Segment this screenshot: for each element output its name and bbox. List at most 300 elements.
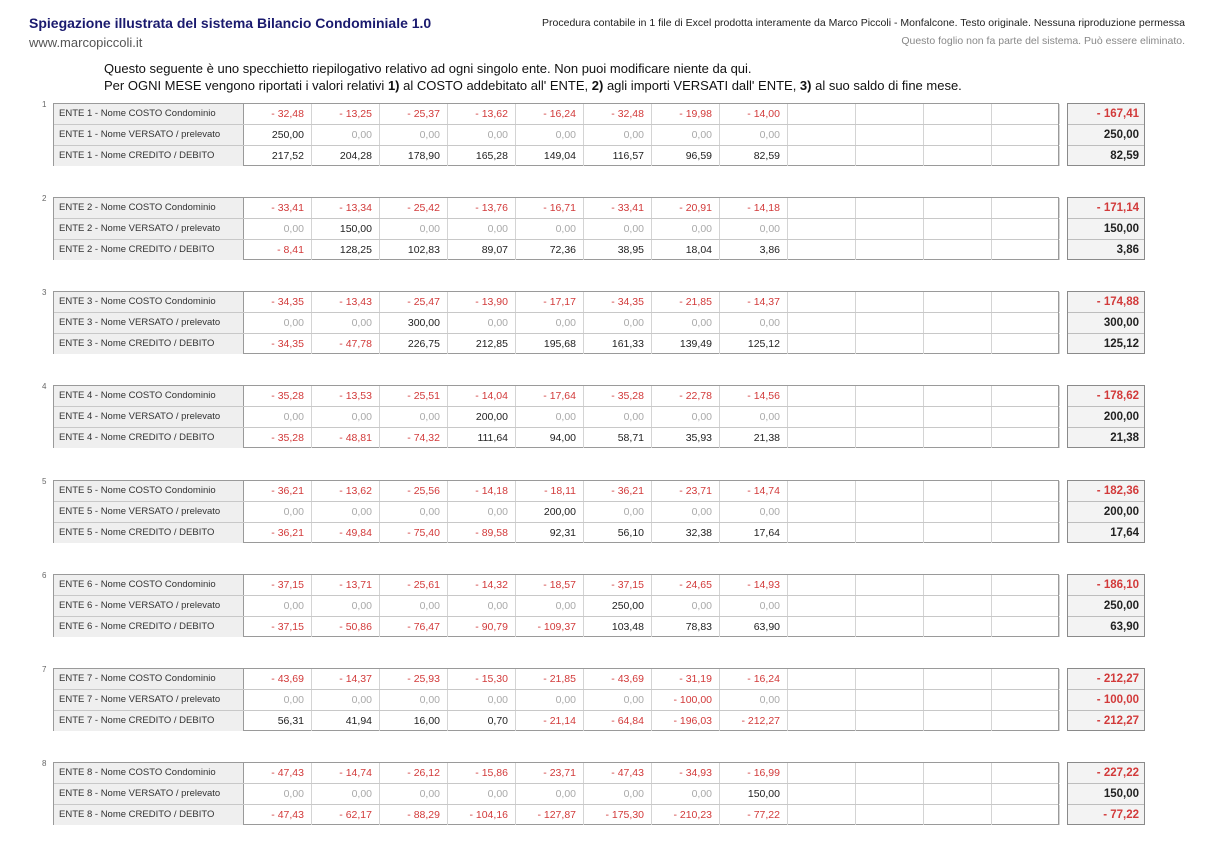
totals-box: [1067, 385, 1145, 448]
row-label: ENTE 7 - Nome COSTO Condominio: [54, 669, 244, 689]
value-cell: - 17,64: [516, 386, 584, 406]
website-url: www.marcopiccoli.it: [29, 35, 143, 50]
value-cell: 21,38: [720, 428, 788, 448]
value-cell: 16,00: [380, 711, 448, 731]
value-cell: 0,00: [652, 596, 720, 616]
value-cell: [924, 784, 992, 804]
monthly-table: [53, 762, 1059, 825]
value-cell: 250,00: [584, 596, 652, 616]
value-cell: 116,57: [584, 146, 652, 166]
monthly-table: [53, 103, 1059, 166]
value-cell: 139,49: [652, 334, 720, 354]
value-cell: - 175,30: [584, 805, 652, 825]
intro-number: 1): [387, 78, 400, 93]
value-cell: - 13,90: [448, 292, 516, 312]
value-cell: 0,00: [312, 313, 380, 333]
value-cell: - 35,28: [244, 386, 312, 406]
table-row: [54, 198, 1058, 219]
value-cell: - 14,74: [312, 763, 380, 783]
value-cell: 0,00: [584, 407, 652, 427]
row-label: ENTE 3 - Nome VERSATO / prelevato: [54, 313, 244, 333]
value-cell: [992, 219, 1060, 239]
value-cell: - 76,47: [380, 617, 448, 637]
row-label: ENTE 1 - Nome CREDITO / DEBITO: [54, 146, 244, 166]
table-row: [54, 669, 1058, 690]
value-cell: 0,00: [584, 690, 652, 710]
value-cell: - 34,93: [652, 763, 720, 783]
value-cell: - 37,15: [244, 617, 312, 637]
value-cell: [856, 428, 924, 448]
value-cell: - 47,43: [584, 763, 652, 783]
intro-line-2-part: al COSTO addebitato all' ENTE,: [399, 78, 592, 93]
value-cell: - 14,74: [720, 481, 788, 501]
value-cell: - 25,47: [380, 292, 448, 312]
value-cell: - 18,11: [516, 481, 584, 501]
ente-block: [0, 665, 1222, 731]
value-cell: - 36,21: [244, 481, 312, 501]
value-cell: - 17,17: [516, 292, 584, 312]
total-cell: - 167,41: [1068, 104, 1144, 125]
value-cell: [856, 784, 924, 804]
value-cell: 0,00: [516, 219, 584, 239]
table-row: [54, 502, 1058, 523]
value-cell: 0,00: [516, 784, 584, 804]
value-cell: 41,94: [312, 711, 380, 731]
total-cell: 63,90: [1110, 621, 1139, 633]
intro-number: 3): [799, 78, 812, 93]
value-cell: 0,00: [312, 784, 380, 804]
total-cell: - 182,36: [1068, 481, 1144, 502]
value-cell: 103,48: [584, 617, 652, 637]
value-cell: [788, 784, 856, 804]
value-cell: [924, 407, 992, 427]
value-cell: - 16,24: [516, 104, 584, 124]
value-cell: 0,00: [244, 407, 312, 427]
value-cell: - 14,93: [720, 575, 788, 595]
value-cell: - 75,40: [380, 523, 448, 543]
value-cell: 178,90: [380, 146, 448, 166]
block-index: 3: [42, 288, 47, 297]
value-cell: 212,85: [448, 334, 516, 354]
table-row: [54, 711, 1058, 732]
value-cell: - 48,81: [312, 428, 380, 448]
value-cell: [924, 711, 992, 731]
row-label: ENTE 3 - Nome COSTO Condominio: [54, 292, 244, 312]
value-cell: 0,00: [244, 502, 312, 522]
table-row: [54, 219, 1058, 240]
value-cell: - 43,69: [244, 669, 312, 689]
value-cell: 0,00: [380, 219, 448, 239]
value-cell: - 14,37: [312, 669, 380, 689]
value-cell: 217,52: [244, 146, 312, 166]
table-row: [54, 523, 1058, 544]
value-cell: [788, 669, 856, 689]
totals-box: [1067, 762, 1145, 825]
row-label: ENTE 7 - Nome VERSATO / prelevato: [54, 690, 244, 710]
value-cell: [788, 805, 856, 825]
value-cell: [788, 104, 856, 124]
value-cell: - 13,71: [312, 575, 380, 595]
totals-box: [1067, 197, 1145, 260]
value-cell: [992, 104, 1060, 124]
value-cell: 165,28: [448, 146, 516, 166]
value-cell: - 20,91: [652, 198, 720, 218]
total-cell: 150,00: [1068, 219, 1144, 240]
value-cell: [992, 502, 1060, 522]
totals-box: [1067, 668, 1145, 731]
value-cell: - 13,34: [312, 198, 380, 218]
value-cell: [992, 805, 1060, 825]
value-cell: [992, 690, 1060, 710]
intro-line-2-part: Per OGNI MESE vengono riportati i valori relativi: [104, 78, 388, 93]
value-cell: [992, 125, 1060, 145]
value-cell: 0,00: [720, 407, 788, 427]
row-label: ENTE 4 - Nome CREDITO / DEBITO: [54, 428, 244, 448]
value-cell: 56,31: [244, 711, 312, 731]
value-cell: 195,68: [516, 334, 584, 354]
value-cell: - 32,48: [244, 104, 312, 124]
value-cell: 0,00: [720, 690, 788, 710]
value-cell: 35,93: [652, 428, 720, 448]
value-cell: 3,86: [720, 240, 788, 260]
value-cell: [924, 313, 992, 333]
value-cell: - 64,84: [584, 711, 652, 731]
value-cell: 72,36: [516, 240, 584, 260]
row-label: ENTE 5 - Nome COSTO Condominio: [54, 481, 244, 501]
value-cell: - 21,85: [516, 669, 584, 689]
value-cell: - 35,28: [244, 428, 312, 448]
value-cell: - 25,61: [380, 575, 448, 595]
monthly-table: [53, 668, 1059, 731]
value-cell: 300,00: [380, 313, 448, 333]
value-cell: [992, 763, 1060, 783]
value-cell: 0,00: [448, 125, 516, 145]
value-cell: [924, 805, 992, 825]
value-cell: - 25,56: [380, 481, 448, 501]
value-cell: 0,00: [448, 690, 516, 710]
totals-box: [1067, 574, 1145, 637]
value-cell: 0,00: [380, 407, 448, 427]
value-cell: - 36,21: [584, 481, 652, 501]
intro-number: 2): [591, 78, 604, 93]
intro-text: [104, 60, 962, 94]
value-cell: 125,12: [720, 334, 788, 354]
value-cell: [856, 292, 924, 312]
value-cell: [924, 125, 992, 145]
value-cell: 63,90: [720, 617, 788, 637]
block-index: 7: [42, 665, 47, 674]
value-cell: 150,00: [720, 784, 788, 804]
value-cell: [788, 575, 856, 595]
value-cell: [856, 481, 924, 501]
value-cell: 0,00: [244, 219, 312, 239]
value-cell: 78,83: [652, 617, 720, 637]
value-cell: [992, 784, 1060, 804]
value-cell: [788, 690, 856, 710]
total-cell: 250,00: [1068, 596, 1144, 617]
total-cell: 17,64: [1110, 527, 1139, 539]
value-cell: [924, 690, 992, 710]
value-cell: [992, 313, 1060, 333]
value-cell: [788, 711, 856, 731]
value-cell: 111,64: [448, 428, 516, 448]
value-cell: 0,00: [312, 125, 380, 145]
table-row: [54, 617, 1058, 638]
value-cell: - 18,57: [516, 575, 584, 595]
value-cell: [856, 669, 924, 689]
value-cell: 0,00: [584, 125, 652, 145]
value-cell: [788, 334, 856, 354]
value-cell: [924, 617, 992, 637]
value-cell: - 22,78: [652, 386, 720, 406]
block-index: 4: [42, 382, 47, 391]
value-cell: [856, 198, 924, 218]
value-cell: 18,04: [652, 240, 720, 260]
value-cell: - 15,86: [448, 763, 516, 783]
value-cell: 150,00: [312, 219, 380, 239]
table-row: [54, 690, 1058, 711]
value-cell: [788, 407, 856, 427]
value-cell: [924, 104, 992, 124]
value-cell: 96,59: [652, 146, 720, 166]
ente-block: [0, 194, 1222, 260]
value-cell: [856, 711, 924, 731]
value-cell: - 13,62: [448, 104, 516, 124]
value-cell: - 47,78: [312, 334, 380, 354]
totals-box: [1067, 103, 1145, 166]
row-label: ENTE 8 - Nome COSTO Condominio: [54, 763, 244, 783]
value-cell: - 37,15: [244, 575, 312, 595]
value-cell: 0,00: [448, 313, 516, 333]
value-cell: - 23,71: [516, 763, 584, 783]
value-cell: 0,00: [380, 502, 448, 522]
value-cell: - 14,37: [720, 292, 788, 312]
value-cell: - 100,00: [652, 690, 720, 710]
value-cell: 250,00: [244, 125, 312, 145]
value-cell: [924, 292, 992, 312]
value-cell: 200,00: [516, 502, 584, 522]
value-cell: - 14,18: [720, 198, 788, 218]
value-cell: - 43,69: [584, 669, 652, 689]
total-cell: 3,86: [1116, 244, 1139, 256]
value-cell: - 14,56: [720, 386, 788, 406]
value-cell: [788, 523, 856, 543]
value-cell: - 34,35: [244, 334, 312, 354]
value-cell: [992, 428, 1060, 448]
value-cell: [992, 669, 1060, 689]
row-label: ENTE 2 - Nome COSTO Condominio: [54, 198, 244, 218]
row-label: ENTE 1 - Nome VERSATO / prelevato: [54, 125, 244, 145]
table-row: [54, 334, 1058, 355]
value-cell: [856, 125, 924, 145]
total-cell: 150,00: [1068, 784, 1144, 805]
value-cell: [856, 690, 924, 710]
value-cell: 161,33: [584, 334, 652, 354]
value-cell: - 14,04: [448, 386, 516, 406]
ente-block: [0, 100, 1222, 166]
value-cell: 58,71: [584, 428, 652, 448]
total-cell: 200,00: [1068, 407, 1144, 428]
value-cell: - 88,29: [380, 805, 448, 825]
value-cell: - 25,51: [380, 386, 448, 406]
table-row: [54, 596, 1058, 617]
ente-block: [0, 759, 1222, 825]
value-cell: [788, 198, 856, 218]
value-cell: 0,00: [652, 502, 720, 522]
value-cell: - 21,85: [652, 292, 720, 312]
value-cell: [788, 125, 856, 145]
block-index: 2: [42, 194, 47, 203]
value-cell: [992, 617, 1060, 637]
row-label: ENTE 4 - Nome VERSATO / prelevato: [54, 407, 244, 427]
value-cell: - 35,28: [584, 386, 652, 406]
value-cell: [788, 219, 856, 239]
value-cell: [924, 669, 992, 689]
value-cell: [788, 313, 856, 333]
value-cell: - 36,21: [244, 523, 312, 543]
value-cell: 38,95: [584, 240, 652, 260]
value-cell: 0,00: [244, 784, 312, 804]
row-label: ENTE 1 - Nome COSTO Condominio: [54, 104, 244, 124]
value-cell: [992, 575, 1060, 595]
monthly-table: [53, 197, 1059, 260]
table-row: [54, 428, 1058, 449]
value-cell: - 26,12: [380, 763, 448, 783]
block-index: 6: [42, 571, 47, 580]
value-cell: - 23,71: [652, 481, 720, 501]
value-cell: 56,10: [584, 523, 652, 543]
value-cell: [788, 617, 856, 637]
value-cell: - 37,15: [584, 575, 652, 595]
value-cell: [788, 481, 856, 501]
total-cell: - 100,00: [1068, 690, 1144, 711]
value-cell: [924, 240, 992, 260]
value-cell: 89,07: [448, 240, 516, 260]
value-cell: 0,00: [584, 313, 652, 333]
value-cell: 0,00: [516, 125, 584, 145]
table-row: [54, 407, 1058, 428]
value-cell: [992, 523, 1060, 543]
value-cell: 149,04: [516, 146, 584, 166]
totals-box: [1067, 480, 1145, 543]
value-cell: - 15,30: [448, 669, 516, 689]
block-index: 5: [42, 477, 47, 486]
value-cell: [992, 146, 1060, 166]
table-row: [54, 146, 1058, 167]
value-cell: 0,00: [448, 502, 516, 522]
value-cell: [856, 407, 924, 427]
value-cell: - 14,18: [448, 481, 516, 501]
value-cell: [856, 502, 924, 522]
intro-line-2-part: agli importi VERSATI dall' ENTE,: [603, 78, 800, 93]
removable-note: Questo foglio non fa parte del sistema. Può essere eliminato.: [901, 35, 1185, 47]
row-label: ENTE 2 - Nome CREDITO / DEBITO: [54, 240, 244, 260]
value-cell: [992, 198, 1060, 218]
intro-line-1: Questo seguente è uno specchietto riepilogativo relativo ad ogni singolo ente. Non puoi modificare niente da qui.: [104, 61, 752, 76]
value-cell: - 49,84: [312, 523, 380, 543]
value-cell: - 50,86: [312, 617, 380, 637]
value-cell: [924, 219, 992, 239]
total-cell: - 212,27: [1096, 715, 1139, 727]
row-label: ENTE 6 - Nome CREDITO / DEBITO: [54, 617, 244, 637]
value-cell: - 127,87: [516, 805, 584, 825]
value-cell: [856, 334, 924, 354]
table-row: [54, 575, 1058, 596]
block-index: 1: [42, 100, 47, 109]
value-cell: 0,00: [516, 313, 584, 333]
value-cell: 0,00: [720, 125, 788, 145]
value-cell: [856, 617, 924, 637]
row-label: ENTE 5 - Nome CREDITO / DEBITO: [54, 523, 244, 543]
value-cell: - 47,43: [244, 805, 312, 825]
value-cell: [992, 292, 1060, 312]
table-row: [54, 104, 1058, 125]
value-cell: - 13,76: [448, 198, 516, 218]
value-cell: - 19,98: [652, 104, 720, 124]
value-cell: [924, 502, 992, 522]
value-cell: - 196,03: [652, 711, 720, 731]
value-cell: 0,70: [448, 711, 516, 731]
value-cell: [924, 575, 992, 595]
value-cell: 0,00: [448, 596, 516, 616]
value-cell: 0,00: [244, 596, 312, 616]
value-cell: [992, 481, 1060, 501]
value-cell: [788, 240, 856, 260]
value-cell: 0,00: [652, 407, 720, 427]
value-cell: - 16,99: [720, 763, 788, 783]
table-row: [54, 125, 1058, 146]
value-cell: - 13,25: [312, 104, 380, 124]
value-cell: [856, 146, 924, 166]
intro-line-2: [104, 77, 962, 94]
value-cell: - 77,22: [720, 805, 788, 825]
row-label: ENTE 8 - Nome VERSATO / prelevato: [54, 784, 244, 804]
value-cell: [992, 386, 1060, 406]
value-cell: 0,00: [312, 502, 380, 522]
intro-line-2-part: al suo saldo di fine mese.: [811, 78, 962, 93]
value-cell: [788, 428, 856, 448]
value-cell: 0,00: [652, 784, 720, 804]
value-cell: [924, 386, 992, 406]
value-cell: 102,83: [380, 240, 448, 260]
value-cell: 0,00: [380, 690, 448, 710]
value-cell: [856, 805, 924, 825]
value-cell: 0,00: [720, 502, 788, 522]
value-cell: - 13,43: [312, 292, 380, 312]
value-cell: - 33,41: [244, 198, 312, 218]
block-index: 8: [42, 759, 47, 768]
value-cell: - 24,65: [652, 575, 720, 595]
table-row: [54, 386, 1058, 407]
value-cell: 94,00: [516, 428, 584, 448]
total-cell: - 212,27: [1068, 669, 1144, 690]
total-cell: 250,00: [1068, 125, 1144, 146]
value-cell: [788, 386, 856, 406]
value-cell: 0,00: [652, 313, 720, 333]
row-label: ENTE 6 - Nome COSTO Condominio: [54, 575, 244, 595]
value-cell: [924, 596, 992, 616]
value-cell: [856, 104, 924, 124]
value-cell: 0,00: [720, 313, 788, 333]
value-cell: - 25,37: [380, 104, 448, 124]
value-cell: - 47,43: [244, 763, 312, 783]
value-cell: - 109,37: [516, 617, 584, 637]
value-cell: [856, 386, 924, 406]
value-cell: [924, 763, 992, 783]
monthly-table: [53, 574, 1059, 637]
value-cell: 0,00: [312, 596, 380, 616]
value-cell: [924, 198, 992, 218]
